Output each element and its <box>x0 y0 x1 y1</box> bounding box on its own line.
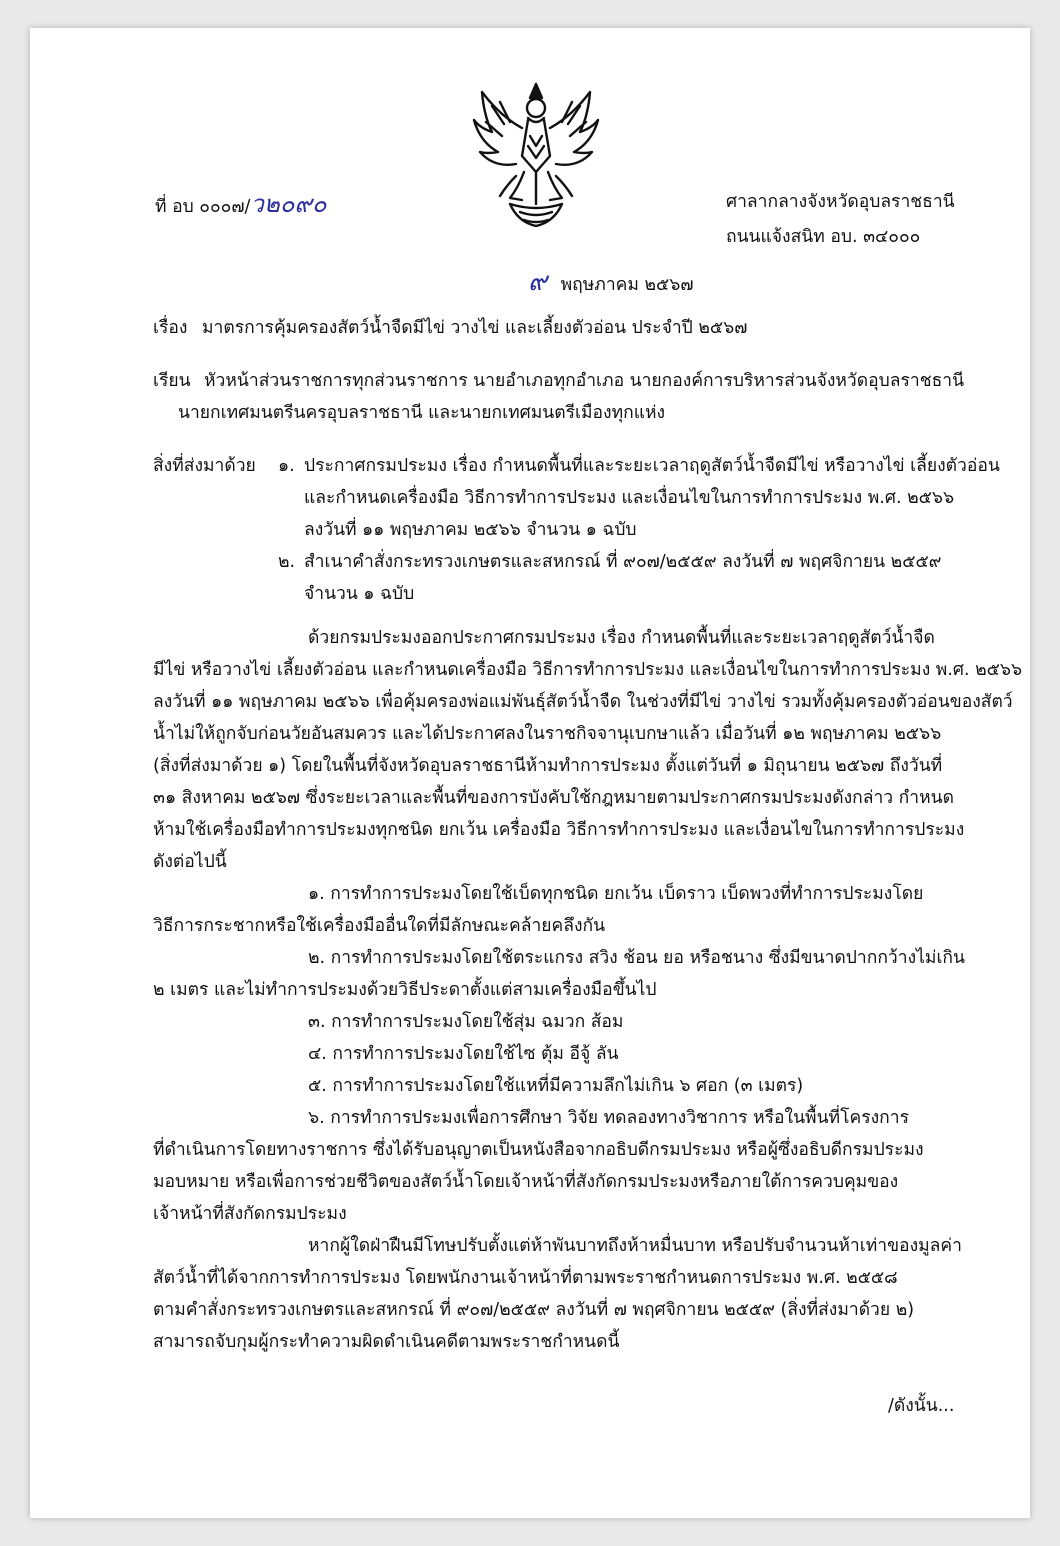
list-item: ๔. การทำการประมงโดยใช้ไซ ตุ้ม อีจู้ ลัน <box>308 1044 619 1064</box>
addressee-label: เรียน <box>153 371 191 391</box>
enclosure-line: และกำหนดเครื่องมือ วิธีการทำการประมง และเงื่อนไขในการทำการประมง พ.ศ. ๒๕๖๖ <box>304 488 955 508</box>
office-address: ถนนแจ้งสนิท อบ. ๓๔๐๐๐ <box>726 227 921 247</box>
body-line: มีไข่ หรือวางไข่ เลี้ยงตัวอ่อน และกำหนดเครื่องมือ วิธีการทำการประมง และเงื่อนไขในการทำการประมง พ.ศ. ๒๕๖๖ <box>153 660 1023 680</box>
enclosure-line: สำเนาคำสั่งกระทรวงเกษตรและสหกรณ์ ที่ ๙๐๗/๒๕๕๙ ลงวันที่ ๗ พฤศจิกายน ๒๕๕๙ <box>304 552 942 572</box>
list-item-continuation: ที่ดำเนินการโดยทางราชการ ซึ่งได้รับอนุญาตเป็นหนังสือจากอธิบดีกรมประมง หรือผู้ซึ่งอธิบดีกรมประมง <box>153 1140 924 1160</box>
enclosure-line: ประกาศกรมประมง เรื่อง กำหนดพื้นที่และระยะเวลาฤดูสัตว์น้ำจืดมีไข่ หรือวางไข่ เลี้ยงตัวอ่อน <box>304 456 1000 476</box>
list-item-continuation: มอบหมาย หรือเพื่อการช่วยชีวิตของสัตว์น้ำโดยเจ้าหน้าที่สังกัดกรมประมงหรือภายใต้การควบคุมของ <box>153 1172 899 1192</box>
enclosure-number: ๑. <box>278 456 295 476</box>
list-item-continuation: ๒ เมตร และไม่ทำการประมงด้วยวิธีประดาตั้งแต่สามเครื่องมือขึ้นไป <box>153 980 657 1000</box>
list-item: ๕. การทำการประมงโดยใช้แหที่มีความลึกไม่เกิน ๖ ศอก (๓ เมตร) <box>308 1076 804 1096</box>
enclosure-number: ๒. <box>278 552 296 572</box>
page-continuation: /ดังนั้น... <box>888 1396 955 1416</box>
list-item: ๑. การทำการประมงโดยใช้เบ็ดทุกชนิด ยกเว้น เบ็ดราว เบ็ดพวงที่ทำการประมงโดย <box>308 884 924 904</box>
addressee-line: นายกเทศมนตรีนครอุบลราชธานี และนายกเทศมนตรีเมืองทุกแห่ง <box>178 403 666 423</box>
list-item: ๒. การทำการประมงโดยใช้ตระแกรง สวิง ช้อน ยอ หรือชนาง ซึ่งมีขนาดปากกว้างไม่เกิน <box>308 948 965 968</box>
list-item-continuation: วิธีการกระชากหรือใช้เครื่องมืออื่นใดที่มีลักษณะคล้ายคลึงกัน <box>153 916 606 936</box>
list-item: ๓. การทำการประมงโดยใช้สุ่ม ฉมวก ส้อม <box>308 1012 624 1032</box>
reference-number <box>155 192 327 217</box>
body-line: ลงวันที่ ๑๑ พฤษภาคม ๒๕๖๖ เพื่อคุ้มครองพ่อแม่พันธุ์สัตว์น้ำจืด ในช่วงที่มีไข่ วางไข่ รวมทั้งคุ้มครองตัวอ่อนของสัตว์ <box>153 692 1013 712</box>
body-line: ห้ามใช้เครื่องมือทำการประมงทุกชนิด ยกเว้น เครื่องมือ วิธีการทำการประมง และเงื่อนไขในการทำการประมง <box>153 820 965 840</box>
body-line: (สิ่งที่ส่งมาด้วย ๑) โดยในพื้นที่จังหวัดอุบลราชธานีห้ามทำการประมง ตั้งแต่วันที่ ๑ มิถุนายน ๒๕๖๗ ถึงวันที่ <box>153 756 943 776</box>
subject-text: มาตรการคุ้มครองสัตว์น้ำจืดมีไข่ วางไข่ และเลี้ยงตัวอ่อน ประจำปี ๒๕๖๗ <box>202 318 748 338</box>
body-line: ดังต่อไปนี้ <box>153 852 227 872</box>
body-line: สัตว์น้ำที่ได้จากการทำการประมง โดยพนักงานเจ้าหน้าที่ตามพระราชกำหนดการประมง พ.ศ. ๒๕๕๘ <box>153 1268 898 1288</box>
list-item: ๖. การทำการประมงเพื่อการศึกษา วิจัย ทดลองทางวิชาการ หรือในพื้นที่โครงการ <box>308 1108 909 1128</box>
body-line: น้ำไม่ให้ถูกจับก่อนวัยอันสมควร และได้ประกาศลงในราชกิจจานุเบกษาแล้ว เมื่อวันที่ ๑๒ พฤษภาคม ๒๕๖๖ <box>153 724 942 744</box>
reference-prefix: ที่ อบ ๐๐๐๗/ <box>155 197 251 217</box>
letter-date <box>528 269 694 295</box>
enclosure-line: จำนวน ๑ ฉบับ <box>304 584 415 604</box>
garuda-emblem-icon <box>470 76 602 236</box>
body-line: สามารถจับกุมผู้กระทำความผิดดำเนินคดีตามพระราชกำหนดนี้ <box>153 1332 620 1352</box>
body-line: หากผู้ใดฝ่าฝืนมีโทษปรับตั้งแต่ห้าพันบาทถึงห้าหมื่นบาท หรือปรับจำนวนห้าเท่าของมูลค่า <box>308 1236 962 1256</box>
addressee-line: หัวหน้าส่วนราชการทุกส่วนราชการ นายอำเภอทุกอำเภอ นายกองค์การบริหารส่วนจังหวัดอุบลราชธานี <box>204 371 965 391</box>
enclosure-line: ลงวันที่ ๑๑ พฤษภาคม ๒๕๖๖ จำนวน ๑ ฉบับ <box>304 520 637 540</box>
date-day-handwritten: ๙ <box>528 267 548 297</box>
list-item-continuation: เจ้าหน้าที่สังกัดกรมประมง <box>153 1204 347 1224</box>
reference-number-handwritten: ว๒๐๙๐ <box>250 190 327 218</box>
subject-label: เรื่อง <box>153 318 188 338</box>
body-line: ๓๑ สิงหาคม ๒๕๖๗ ซึ่งระยะเวลาและพื้นที่ของการบังคับใช้กฎหมายตามประกาศกรมประมงดังกล่าว กำหนด <box>153 788 954 808</box>
body-line: ตามคำสั่งกระทรวงเกษตรและสหกรณ์ ที่ ๙๐๗/๒๕๕๙ ลงวันที่ ๗ พฤศจิกายน ๒๕๕๙ (สิ่งที่ส่งมาด้วย ๒) <box>153 1300 915 1320</box>
date-month-year: พฤษภาคม ๒๕๖๗ <box>560 275 694 295</box>
body-line: ด้วยกรมประมงออกประกาศกรมประมง เรื่อง กำหนดพื้นที่และระยะเวลาฤดูสัตว์น้ำจืด <box>308 628 935 648</box>
enclosures-label: สิ่งที่ส่งมาด้วย <box>153 456 256 476</box>
office-name: ศาลากลางจังหวัดอุบลราชธานี <box>726 192 955 212</box>
letter-page <box>30 28 1030 1518</box>
